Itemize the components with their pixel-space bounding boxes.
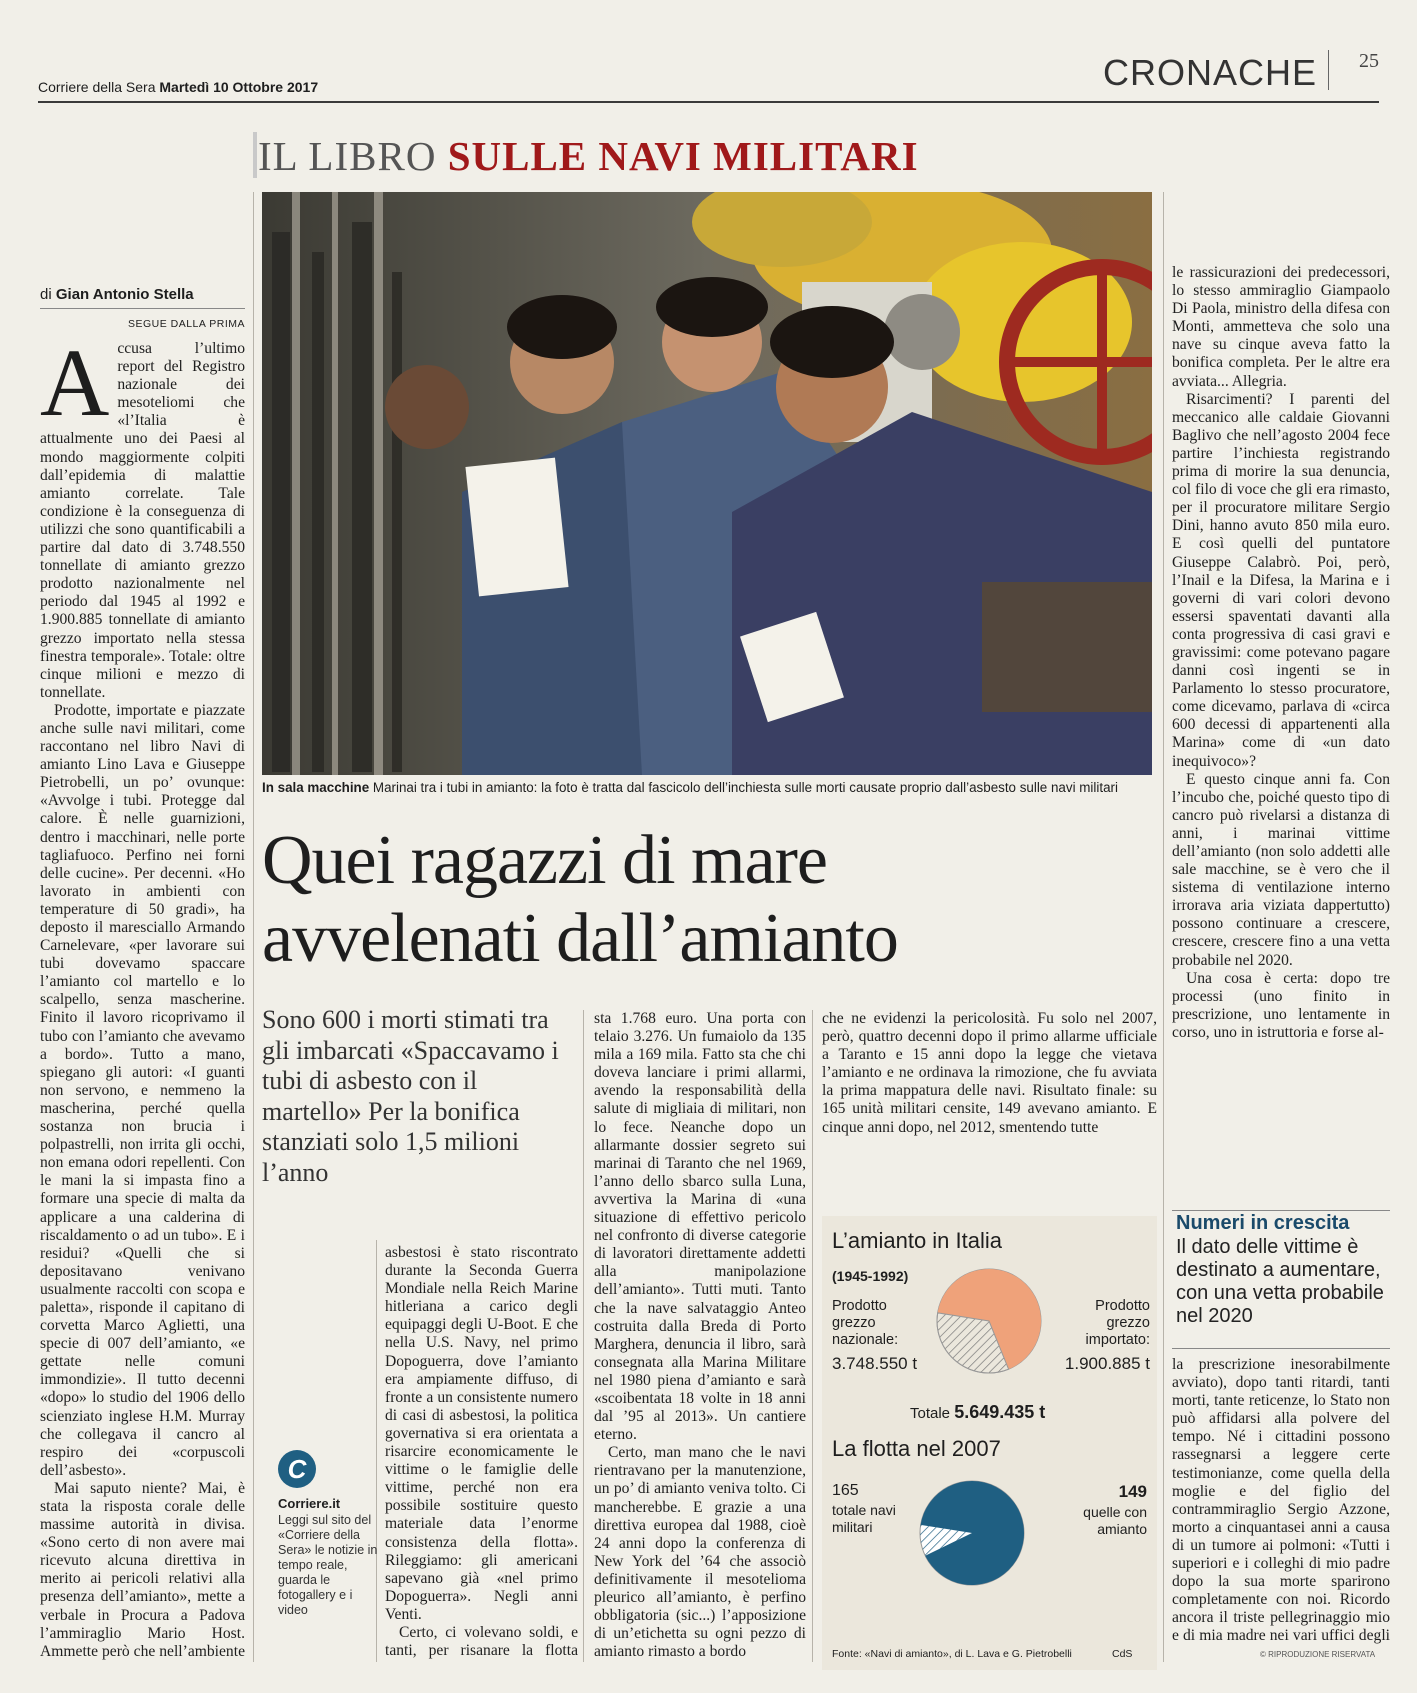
corriere-logo-icon: C (278, 1450, 316, 1488)
article-column-2 (385, 1244, 578, 1662)
paragraph: E questo cinque anni fa. Con l’incubo che, poiché questo tipo di cancro può rivelarsi a distanza di anni, i marinai vittime dell’amianto (non solo addetti alle sale macchine, se è vero che il sistema di ventilazione interno irrorava aria viziata dappertutto) possono continuare a crescere, crescere, crescere fino a una vetta probabile nel 2020. (1172, 770, 1390, 969)
column-rule (253, 192, 254, 1662)
fleet-total-label: totale navi militari (832, 1502, 896, 1535)
kicker-part2: SULLE NAVI MILITARI (447, 133, 919, 179)
headline-line-1: Quei ragazzi di mare (262, 822, 827, 899)
left-value: 3.748.550 t (832, 1354, 918, 1373)
section-name: CRONACHE (1102, 52, 1317, 93)
byline-prefix: di (40, 286, 52, 303)
article-column-5b (1172, 1356, 1390, 1646)
fleet-amianto-value: 149 (1118, 1482, 1147, 1501)
paragraph: Risarcimenti? I parenti del meccanico alle caldaie Giovanni Baglivo che nell’agosto 2004 fece partire l’inchiesta registrando prima di morire la sua denuncia, col filo di voce che gli era rimasto, per il procuratore militare Sergio Dini, hanno avuto 850 mila euro. E così quelli del puntatore Giuseppe Calabrò. Poi, però, l’Inail e la Difesa, la Marina e i governi di vari colori devono essersi spaventati davanti alla conta progressiva di casi gravi e gravissimi: come potevano pagare danni così ingenti se in Parlamento lo stesso procuratore, come dicevamo, parlava di «circa 600 decessi di appartenenti alla Marina» come di «un dato inequivoco»? (1172, 390, 1390, 770)
headline (262, 822, 1172, 978)
article-column-3 (594, 1010, 806, 1662)
right-value: 1.900.885 t (1064, 1354, 1150, 1373)
right-label: Prodotto grezzo importato: (1085, 1298, 1150, 1348)
sidebox-text: Il dato delle vittime è destinato a aumentare, con una vetta probabile nel 2020 (1176, 1236, 1384, 1327)
page-number: 25 (1359, 50, 1379, 72)
caption-text: Marinai tra i tubi in amianto: la foto è tratta dal fascicolo dell’inchiesta sulle morti causate proprio dall’asbesto sulle navi militari (372, 780, 1118, 795)
headline-line-2: avvelenati dall’amianto (262, 900, 898, 977)
info-title: L’amianto in Italia (832, 1228, 1002, 1253)
paragraph-text: ccusa l’ultimo report del Registro nazionale dei mesoteliomi che «l’Italia è attualmente uno dei Paesi al mondo maggiormente colpiti dall’epidemia di malattie amianto correlate. Tale condizione è la conseguenza di utilizzi che sono quantificabili a partire dal dato di 3.748.550 tonnellate di amianto grezzo prodotto nazionalmente nel periodo dal 1945 al 1992 e 1.900.885 tonnellate di amianto grezzo importato nella stessa finestra temporale». Totale: oltre cinque milioni e mezzo di tonnellate. (40, 340, 245, 701)
infographic (822, 1216, 1157, 1670)
column-rule (583, 1010, 584, 1662)
sidebox-rule (1172, 1210, 1390, 1211)
corriere-it-text: Leggi sul sito del «Corriere della Sera» le notizie in tempo reale, guarda le fotogallery e i video (278, 1513, 378, 1617)
corriere-it-title: Corriere.it (278, 1496, 341, 1511)
info-credit: CdS (1112, 1648, 1133, 1660)
fleet-pie-chart (917, 1478, 1027, 1588)
subheadline: Sono 600 i morti stimati tra gli imbarcati «Spaccavamo i tubi di asbesto con il martello» Per la bonifica stanziati solo 1,5 milioni l’anno (262, 1005, 559, 1187)
fleet-title: La flotta nel 2007 (832, 1436, 1001, 1461)
paragraph: sta 1.768 euro. Una porta con telaio 3.276. Un fumaiolo da 135 mila a 169 mila. Fatto sta che chi doveva lanciare i primi allarmi, avendo la responsabilità della salute di migliaia di militari, non lo fece. Neanche dopo un allarmante dossier segreto sui marinai di Taranto che nel 1969, l’anno dello sbarco sulla Luna, avvertiva la Marina di «una situazione di effettivo pericolo nel confronto di diverse categorie di lavoratori direttamente addetti alla manipolazione dell’amianto». Tutti muti. Tanto che la nave salvataggio Anteo costruita dalla Breda di Porto Marghera, denuncia il libro, sarà consegnata alla Marina Militare nel 1980 piena d’amianto e sarà «scoibentata 18 volte in 18 anni dal ’95 al 2013». Un cantiere eterno. (594, 1010, 806, 1444)
byline-author: Gian Antonio Stella (55, 286, 194, 303)
photo-caption (262, 780, 1157, 796)
kicker-bar (253, 132, 257, 178)
paper-name: Corriere della Sera (38, 79, 156, 95)
paragraph: la prescrizione inesorabilmente avviato), dopo tanti ritardi, tanti morti, tante reticenze, lo Stato non può affidarsi alla polvere del tempo. Né i cittadini possono rassegnarsi a leggere certe testimonianze, come quella della moglie e del figlio del contrammiraglio Sergio Azzone, morto a cinquantasei anni a causa di un tumore ai polmoni: «Tutti i superiori e i colleghi di mio padre dopo la sua morte sparirono completamente con noi. Ricordo ancora il tristе pellegrinaggio mio e di mia madre nei vari uffici degli (1172, 1356, 1390, 1645)
kicker-part1: IL LIBRO (258, 133, 437, 179)
info-source: Fonte: «Navi di amianto», di L. Lava e G. Pietrobelli (832, 1648, 1072, 1660)
paragraph: Certo, ci volevano soldi, e tanti, per risanare la flotta (385, 1623, 578, 1660)
article-column-1 (40, 340, 245, 1660)
kicker (258, 132, 919, 180)
paragraph (40, 340, 245, 702)
paragraph: Prodotte, importate e piazzate anche sulle navi militari, come raccontano nel libro Navi di amianto Lino Lava e Giuseppe Pietrobelli, un po’ ovunque: «Avvolge i tubi. Protegge dal calore. È nelle guarnizioni, dentro i macchinari, nelle porte tagliafuoco. Perfino nei forni delle cucine». Per decenni. «Ho lavorato in ambienti con temperature di 50 gradi», ha deposto il maresciallo Armando Carnelevare, «per lavorare sui tubi dovevamo spaccare l’amianto col martello e lo scalpello, senza mascherine. Finito il lavoro ricoprivamo il tubo con l’amianto che avevamo a bordo». Tutto a mano, spiegano gli autori: «I guanti non servono, e nemmeno la mascherina, perché quella sostanza non brucia i polpastrelli, non irrita gli occhi, non emana odori repellenti. Con le mani la si impasta fino a formare una specie di malta da applicare a una calderina di riscaldamento o ad un tubo». E i residui? «Quelli che si depositavano venivano usualmente raccolti con scopa e paletta», risponde il capitano di corvetta Marco Aglietti, una specie di 007 dell’amianto, «e gettate nelle comuni immondizie». Il tutto decenni «dopo» lo studio del 1906 dello scienziato inglese H.M. Murray che collegava il cancro al respiro dei «corpuscoli dell’asbesto». (40, 701, 245, 1479)
byline-rule (40, 308, 245, 309)
left-label: Prodotto grezzo nazionale: (832, 1298, 899, 1348)
fleet-total-value: 165 (832, 1482, 859, 1499)
sidebox-rule (1172, 1348, 1390, 1349)
total-line (910, 1402, 1045, 1423)
drop-cap: A (40, 340, 110, 436)
paragraph: Certo, man mano che le navi rientravano per la manutenzione, un po’ di amianto veniva tolto. Ci mancherebbe. E grazie a una direttiva europea dal 1988, cioè 24 anni dopo la conferenza di New York del ’64 che associò definitivamente il mesotelioma pleurico all’amianto, è perfino obbligatoria (sic...) l’apposizione di un’etichetta su ogni pezzo di amianto rimasto a bordo (594, 1444, 806, 1661)
segue-label: SEGUE DALLA PRIMA (127, 318, 245, 330)
header-rule (38, 101, 1379, 103)
paragraph: asbestosi è stato riscontrato durante la Seconda Guerra Mondiale nella Reich Marine hitleriana a carico degli equipaggi degli U-Boot. E che nella U.S. Navy, nel primo Dopoguerra, dove l’amianto era ampiamente diffuso, di fronte a un consistente numero di casi di asbestosi, la politica governativa si era orientata a risarcire economicamente le vittime o le famiglie delle vittime, perché non era possibile sostituire questo materiale data l’enorme consistenza della flotta». Rileggiamo: gli americani sapevano già «nel primo Dopoguerra». Negli anni Venti. (385, 1244, 578, 1623)
info-period: (1945-1992) (832, 1268, 909, 1284)
column-rule (812, 1010, 813, 1662)
caption-label: In sala macchine (262, 780, 370, 795)
corriere-it-promo[interactable] (278, 1450, 378, 1618)
rights-notice: © RIPRODUZIONE RISERVATA (1260, 1650, 1376, 1659)
issue-date: Martedì 10 Ottobre 2017 (159, 79, 319, 95)
paragraph: Mai saputo niente? Mai, è stata la risposta corale delle massime autorità in divisa. «Sono certo di non avere mai ricevuto alcuna direttiva in merito ai pericoli relativi alla presenza dell’amianto», mette a verbale in Procura a Padova l’ammiraglio Mario Host. Ammette però che nell’ambiente (40, 1479, 245, 1660)
article-column-5 (1172, 264, 1390, 1190)
byline (40, 286, 194, 303)
engine-room-photo (262, 192, 1152, 775)
total-value: 5.649.435 t (954, 1402, 1046, 1422)
fleet-amianto-label: quelle con amianto (1083, 1504, 1147, 1537)
total-label: Totale (910, 1405, 951, 1422)
paragraph: che ne evidenzi la pericolosità. Fu solo nel 2007, però, quattro decenni dopo il primo allarme ufficiale a Taranto e 15 anni dopo la legge che vietava l’amianto e ne ordinava la rimozione, che fu avviata la prima mappatura delle navi. Risultato finale: su 165 unità militari censite, 149 avevano amianto. E cinque anni dopo, nel 2012, smentendo tutte (822, 1010, 1157, 1136)
asbestos-pie-chart (934, 1266, 1044, 1376)
paragraph: le rassicurazioni dei predecessori, lo stesso ammiraglio Giampaolo Di Paola, ministro della difesa con Monti, ammetteva che solo una nave su cinque aveva fatto la bonifica completa. Per le altre era avviata... Allegria. (1172, 264, 1390, 390)
masthead-line (38, 79, 318, 95)
header-separator (1328, 50, 1329, 90)
article-column-4 (822, 1010, 1157, 1208)
paragraph: Una cosa è certa: dopo tre processi (uno finito in prescrizione, uno lentamente in corso, uno in istruttoria e forse al- (1172, 969, 1390, 1041)
sidebox-title: Numeri in crescita (1176, 1212, 1350, 1234)
